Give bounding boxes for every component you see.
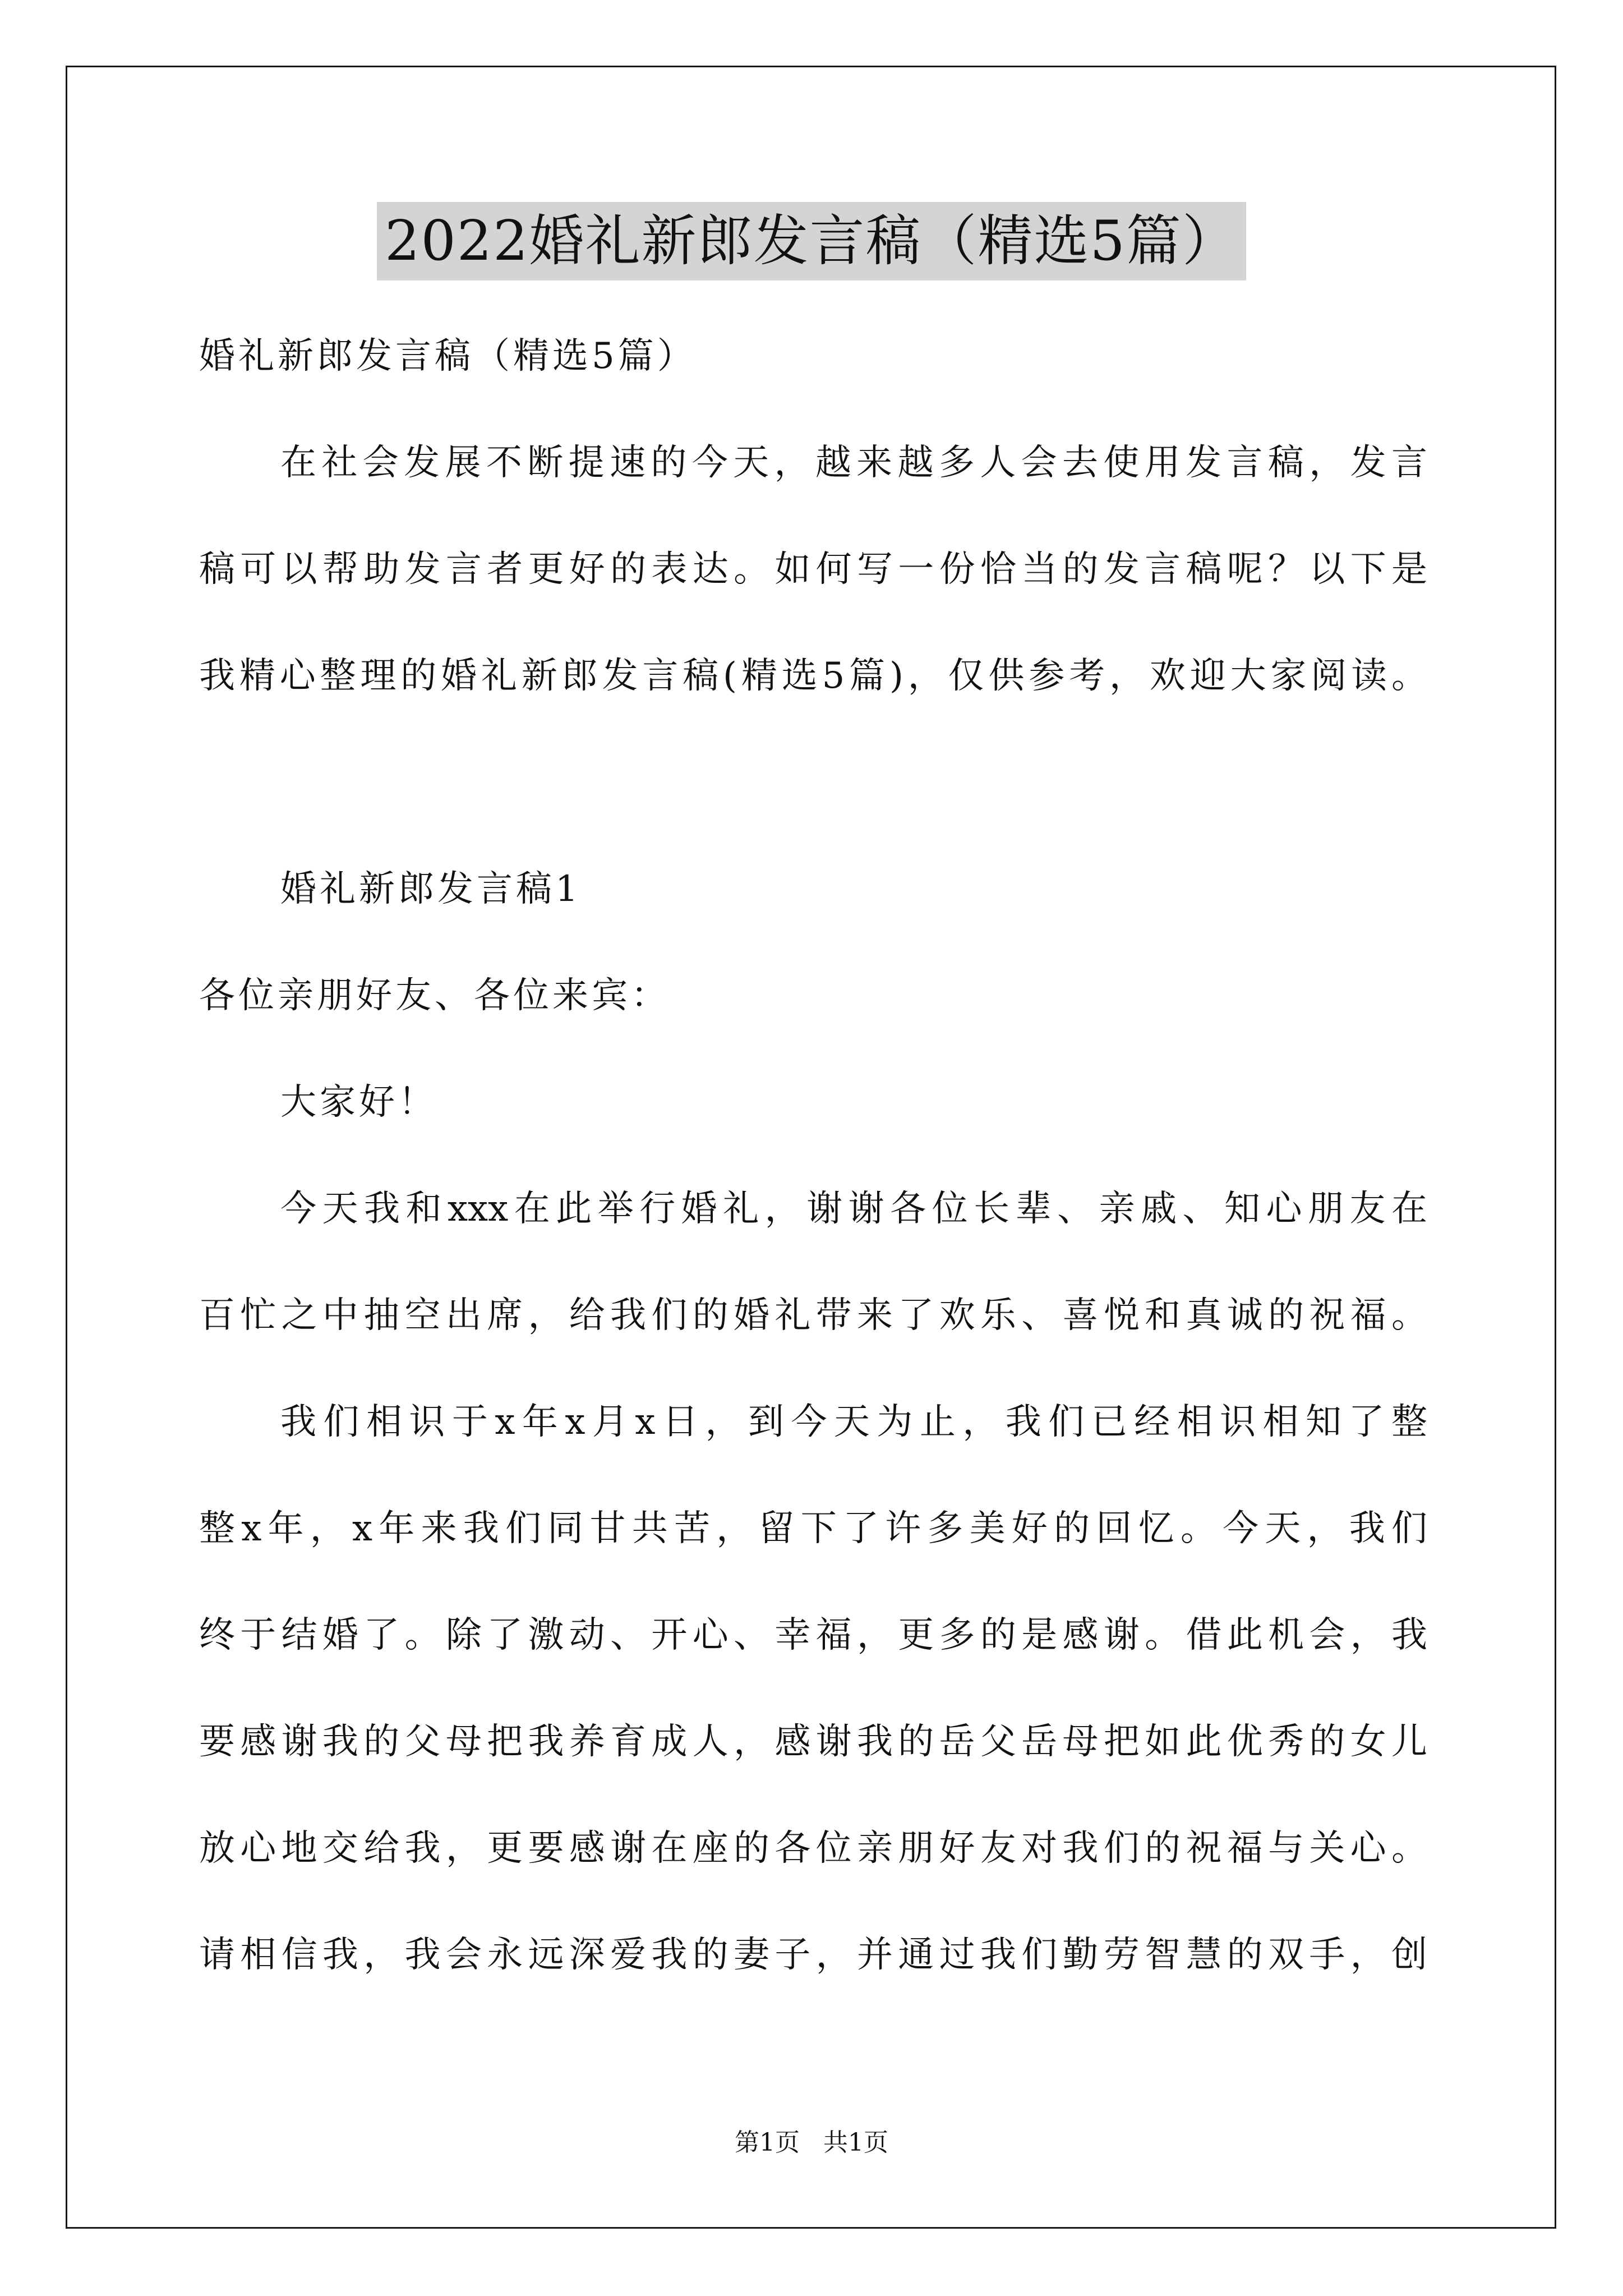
paragraph-line: 要感谢我的父母把我养育成人，感谢我的岳父岳母把如此优秀的女儿 [199,1721,1427,1763]
intro-line: 在社会发展不断提速的今天，越来越多人会去使用发言稿，发言 [280,442,1427,484]
paragraph-gap [199,729,1427,836]
paragraph-line: 今天我和xxx在此举行婚礼，谢谢各位长辈、亲戚、知心朋友在 [280,1188,1427,1230]
greeting: 大家好！ [280,1082,437,1123]
paragraph-line: 整x年，x年来我们同甘共苦，留下了许多美好的回忆。今天，我们 [199,1508,1427,1549]
paragraph-line: 百忙之中抽空出席，给我们的婚礼带来了欢乐、喜悦和真诚的祝福。 [199,1295,1427,1336]
title-container [0,202,1623,280]
salutation: 各位亲朋好友、各位来宾： [199,975,670,1016]
section-heading: 婚礼新郎发言稿1 [280,868,582,910]
intro-line: 我精心整理的婚礼新郎发言稿(精选5篇)，仅供参考，欢迎大家阅读。 [199,655,1427,697]
document-title: 2022婚礼新郎发言稿（精选5篇） [377,202,1246,280]
document-body [199,303,1427,2008]
intro-line: 稿可以帮助发言者更好的表达。如何写一份恰当的发言稿呢？以下是 [199,549,1427,590]
paragraph-line: 请相信我，我会永远深爱我的妻子，并通过我们勤劳智慧的双手，创 [199,1934,1427,1976]
document-subtitle: 婚礼新郎发言稿（精选5篇） [199,335,697,377]
paragraph-line: 放心地交给我，更要感谢在座的各位亲朋好友对我们的祝福与关心。 [199,1828,1427,1869]
paragraph-line: 我们相识于x年x月x日，到今天为止，我们已经相识相知了整 [280,1401,1427,1443]
page-footer: 第1页 共1页 [735,2128,888,2157]
paragraph-line: 终于结婚了。除了激动、开心、幸福，更多的是感谢。借此机会，我 [199,1614,1427,1656]
